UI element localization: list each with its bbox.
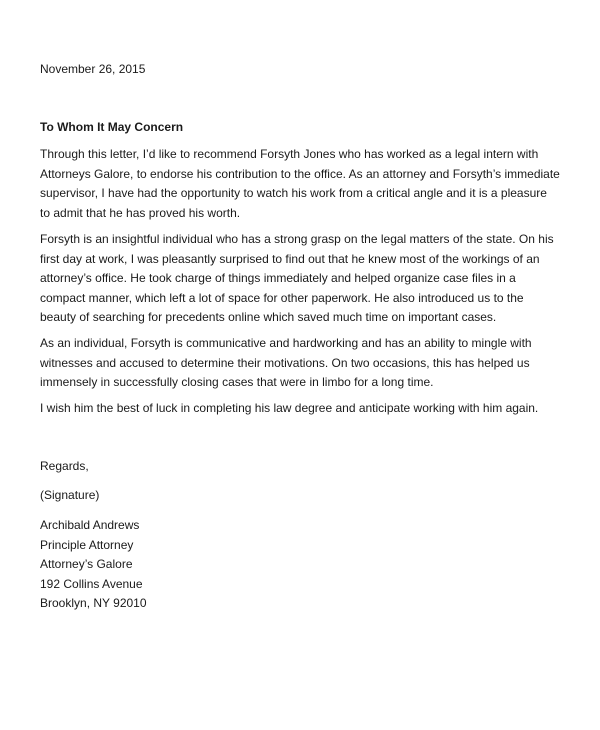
sender-city: Brooklyn, NY 92010 [40,596,147,610]
sender-block [40,516,560,614]
sender-title: Principle Attorney [40,537,134,552]
body-paragraph: As an individual, Forsyth is communicative and hardworking and has an ability to mingle with witnesses and accused to determine their motivations. On two occasions, this has helped us immensely in successfully closing cases that were in limbo for a long time. [40,336,532,390]
body-paragraph: Through this letter, I’d like to recommend Forsyth Jones who has worked as a legal intern with Attorneys Galore, to endorse his contribution to the office. As an attorney and Forsyth’s immediate supervisor, I have had the opportunity to watch his work from a critical angle and it is a pleasure to admit that he has proved his worth. [40,147,560,220]
letter-salutation: To Whom It May Concern [40,120,184,134]
signature-placeholder: (Signature) [40,488,100,502]
sender-name: Archibald Andrews [40,518,140,532]
sender-firm: Attorney’s Galore [40,557,133,571]
body-paragraph: Forsyth is an insightful individual who has a strong grasp on the legal matters of the state. On his first day at work, I was pleasantly surprised to find out that he knew most of the workings of an attorney’s office. He took charge of things immediately and helped organize case files in a compact manner, which left a lot of space for other paperwork. He also introduced us to the beauty of searching for precedents online which saved much time on important cases. [40,232,554,325]
letter-closing: Regards, [40,459,89,473]
sender-street: 192 Collins Avenue [40,576,143,591]
letter-date: November 26, 2015 [40,62,146,76]
body-paragraph: I wish him the best of luck in completing his law degree and anticipate working with him again. [40,401,539,415]
